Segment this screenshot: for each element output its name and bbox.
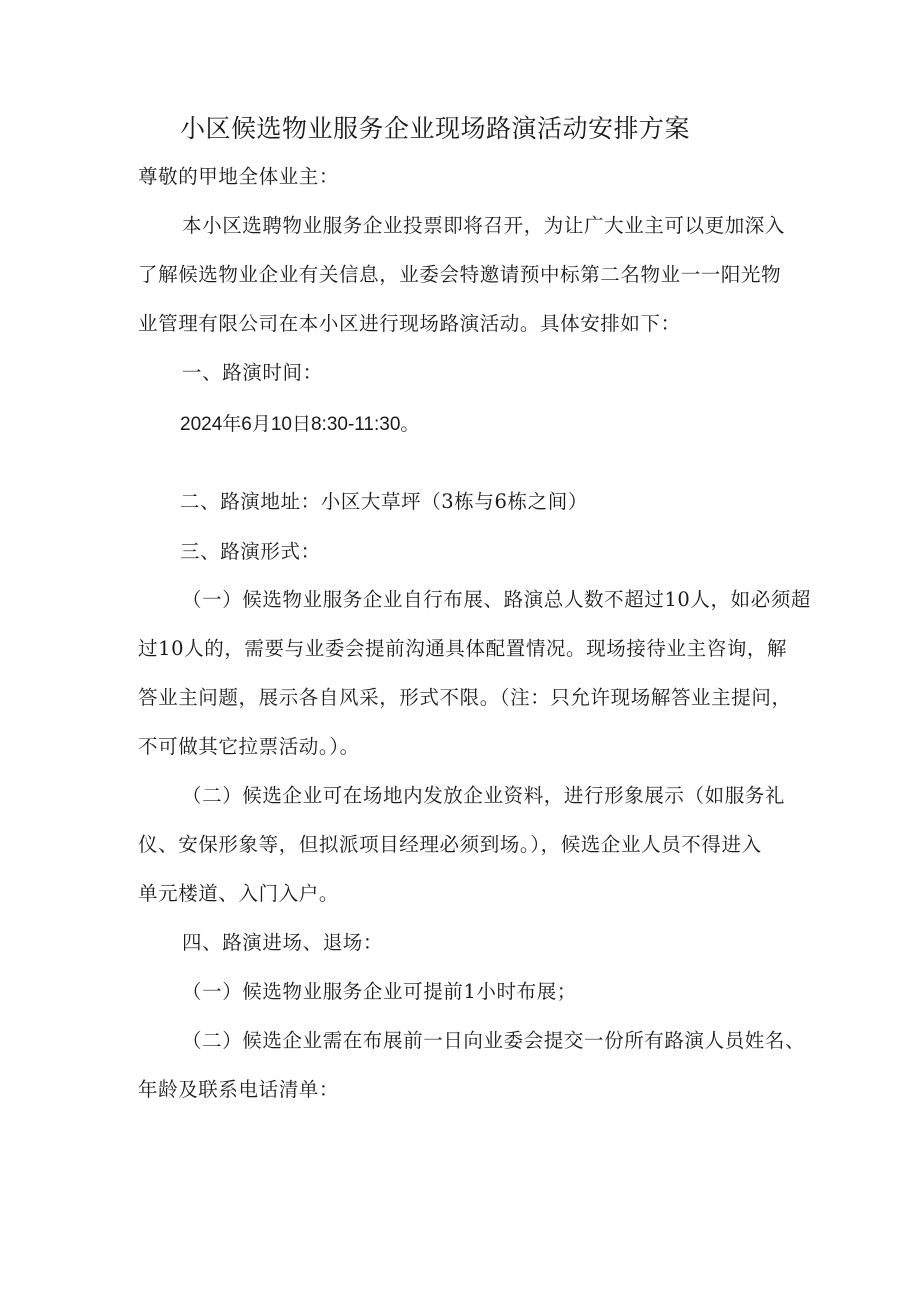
form-heading: 三、路演形式：	[180, 540, 321, 563]
form-item1-line-2: 过10人的，需要与业委会提前沟通具体配置情况。现场接待业主咨询，解	[138, 637, 788, 660]
form-item2-line-3: 单元楼道、入门入户。	[138, 882, 340, 905]
entry-item2-line-2: 年龄及联系电话清单：	[138, 1078, 340, 1101]
salutation: 尊敬的甲地全体业主：	[138, 165, 340, 188]
location-line: 二、路演地址：小区大草坪（3栋与6栋之间）	[180, 490, 588, 513]
form-item2-line-2: 仪、安保形象等，但拟派项目经理必须到场。），候选企业人员不得进入	[138, 833, 762, 856]
entry-heading: 四、路演进场、退场：	[182, 931, 384, 954]
document-title: 小区候选物业服务企业现场路演活动安排方案	[180, 114, 691, 143]
entry-item2-line-1: （二）候选企业需在布展前一日向业委会提交一份所有路演人员姓名、	[182, 1029, 806, 1052]
form-item2-line-1: （二）候选企业可在场地内发放企业资料，进行形象展示（如服务礼	[182, 784, 786, 807]
form-item1-line-1: （一）候选物业服务企业自行布展、路演总人数不超过10人，如必须超	[182, 588, 812, 611]
form-item1-line-4: 不可做其它拉票活动。）。	[138, 735, 360, 758]
entry-item1: （一）候选物业服务企业可提前1小时布展；	[182, 980, 577, 1003]
time-heading: 一、路演时间：	[182, 361, 323, 384]
time-value: 2024年6月10日8:30-11:30。	[180, 414, 420, 435]
intro-line-1: 本小区选聘物业服务企业投票即将召开，为让广大业主可以更加深入	[182, 214, 786, 237]
form-item1-line-3: 答业主问题，展示各自风采，形式不限。（注：只允许现场解答业主提问，	[138, 686, 792, 709]
intro-line-3: 业管理有限公司在本小区进行现场路演活动。具体安排如下：	[138, 312, 681, 335]
intro-line-2: 了解候选物业企业有关信息，业委会特邀请预中标第二名物业一一阳光物	[138, 263, 782, 286]
